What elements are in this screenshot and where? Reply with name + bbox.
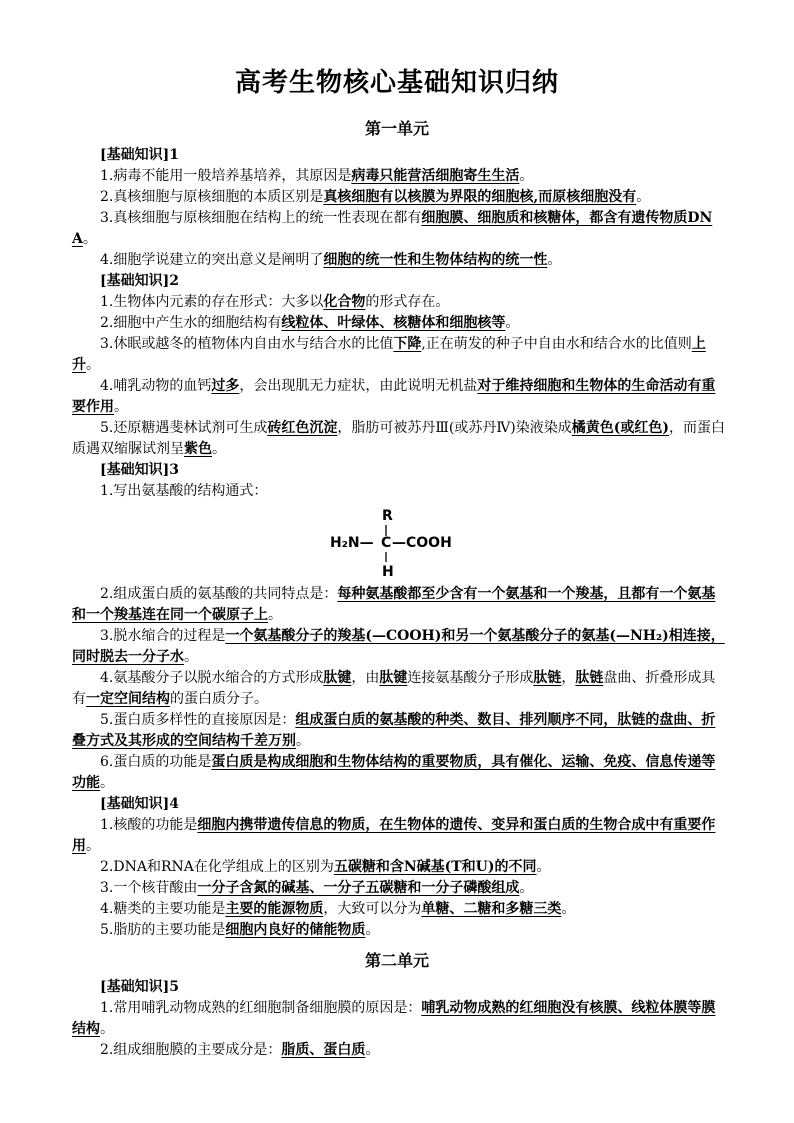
unit-heading-2: 第二单元 [364, 951, 429, 970]
amino-acid-structure-formula [320, 500, 480, 580]
answer: 橘黄色(或红色) [571, 420, 670, 436]
paragraph-3-6: 6.蛋白质的功能是蛋白质是构成细胞和生物体结构的重要物质，具有催化、运输、免疫、信息传递等功能。 [72, 754, 716, 791]
formula-r: R [382, 508, 393, 524]
document-title: 高考生物核心基础知识归纳 [234, 68, 559, 98]
paragraph-1-2: 2.真核细胞与原核细胞的本质区别是真核细胞有以核膜为界限的细胞核,而原核细胞没有。 [100, 189, 651, 205]
paragraph-5-2: 2.组成细胞膜的主要成分是：脂质、蛋白质。 [100, 1042, 380, 1058]
paragraph-3-2: 2.组成蛋白质的氨基酸的共同特点是：每种氨基酸都至少含有一个氨基和一个羧基，且都有一个氨基和一个羧基连在同一个碳原子上。 [72, 586, 716, 623]
section-label-5: [基础知识]5 [100, 979, 179, 995]
answer: 过多 [211, 378, 240, 394]
answer: 肽键 [379, 670, 408, 686]
answer: 肽链 [575, 670, 604, 686]
paragraph-3-1: 1.写出氨基酸的结构通式： [100, 483, 268, 499]
answer: 线粒体、叶绿体、核糖体和细胞核等 [281, 315, 506, 331]
answer: 下降 [393, 336, 422, 352]
answer: 每种氨基酸都至少含有一个氨基和一个羧基，且都有一个氨基和一个羧基连在同一个碳原子上 [72, 586, 716, 623]
answer: 砖红色沉淀 [267, 420, 338, 436]
paragraph-4-4: 4.糖类的主要功能是主要的能源物质，大致可以分为单糖、二糖和多糖三类。 [100, 901, 576, 917]
answer: 上升 [72, 336, 706, 373]
answer: 组成蛋白质的氨基酸的种类、数目、排列顺序不同，肽链的盘曲、折叠方式及其形成的空间结构千差万别 [72, 712, 716, 749]
answer: 细胞的统一性和生物体结构的统一性 [323, 252, 548, 268]
paragraph-4-1: 1.核酸的功能是细胞内携带遗传信息的物质，在生物体的遗传、变异和蛋白质的生物合成中有重要作用。 [72, 817, 716, 854]
paragraph-3-5: 5.蛋白质多样性的直接原因是：组成蛋白质的氨基酸的种类、数目、排列顺序不同，肽链的盘曲、折叠方式及其形成的空间结构千差万别。 [72, 712, 716, 749]
section-label-4: [基础知识]4 [100, 796, 179, 812]
paragraph-5-1: 1.常用哺乳动物成熟的红细胞制备细胞膜的原因是：哺乳动物成熟的红细胞没有核膜、线粒体膜等膜结构。 [72, 1000, 716, 1037]
answer: 真核细胞有以核膜为界限的细胞核,而原核细胞没有 [323, 189, 637, 205]
section-label-3: [基础知识]3 [100, 462, 179, 478]
formula-c: C [381, 535, 392, 551]
answer: 化合物 [323, 294, 366, 310]
answer: 紫色 [184, 441, 212, 457]
paragraph-1-3: 3.真核细胞与原核细胞在结构上的统一性表现在都有细胞膜、细胞质和核糖体，都含有遗传物质DNA。 [72, 210, 713, 247]
paragraph-4-3: 3.一个核苷酸由一分子含氮的碱基、一分子五碳糖和一分子磷酸组成。 [100, 880, 534, 896]
formula-h: H [382, 564, 394, 580]
answer: 蛋白质是构成细胞和生物体结构的重要物质，具有催化、运输、免疫、信息传递等功能 [72, 754, 716, 791]
paragraph-4-5: 5.脂肪的主要功能是细胞内良好的储能物质。 [100, 922, 380, 938]
answer: 一分子含氮的碱基、一分子五碳糖和一分子磷酸组成 [197, 880, 520, 896]
paragraph-2-4: 4.哺乳动物的血钙过多，会出现肌无力症状，由此说明无机盐对于维持细胞和生物体的生命活动有重要作用。 [72, 378, 716, 415]
answer: 单糖、二糖和多糖三类 [421, 901, 562, 917]
paragraph-1-1: 1.病毒不能用一般培养基培养，其原因是病毒只能营活细胞寄生生活。 [100, 168, 534, 184]
section-label-2: [基础知识]2 [100, 273, 179, 289]
answer: 五碳糖和含N碱基(T和U)的不同 [333, 859, 537, 875]
unit-heading-1: 第一单元 [364, 119, 429, 138]
paragraph-4-2: 2.DNA和RNA在化学组成上的区别为五碳糖和含N碱基(T和U)的不同。 [100, 859, 551, 875]
answer: 脂质、蛋白质 [281, 1042, 366, 1058]
answer: 细胞膜、细胞质和核糖体，都含有遗传物质DNA [72, 210, 713, 247]
paragraph-2-3: 3.休眠或越冬的植物体内自由水与结合水的比值下降,正在萌发的种子中自由水和结合水的比值则上升。 [72, 336, 706, 373]
answer: 哺乳动物成熟的红细胞没有核膜、线粒体膜等膜结构 [72, 1000, 716, 1037]
paragraph-1-4: 4.细胞学说建立的突出意义是阐明了细胞的统一性和生物体结构的统一性。 [100, 252, 562, 268]
answer: 对于维持细胞和生物体的生命活动有重要作用 [72, 378, 716, 415]
paragraph-2-5: 5.还原糖遇斐林试剂可生成砖红色沉淀，脂肪可被苏丹Ⅲ(或苏丹Ⅳ)染液染成橘黄色(或红色)，而蛋白质遇双缩脲试剂呈紫色。 [72, 420, 726, 457]
answer: 一定空间结构 [86, 691, 170, 707]
answer: 肽链 [533, 670, 562, 686]
paragraph-2-2: 2.细胞中产生水的细胞结构有线粒体、叶绿体、核糖体和细胞核等。 [100, 315, 520, 331]
answer: 病毒只能营活细胞寄生生活 [351, 168, 520, 184]
answer: 细胞内携带遗传信息的物质，在生物体的遗传、变异和蛋白质的生物合成中有重要作用 [72, 817, 716, 854]
answer: 主要的能源物质 [225, 901, 324, 917]
section-label-1: [基础知识]1 [100, 147, 179, 163]
answer: 一个氨基酸分子的羧基(—COOH)和另一个氨基酸分子的氨基(—NH₂)相连接，同时脱去一分子水 [72, 628, 725, 665]
formula-cooh: —COOH [392, 535, 452, 551]
paragraph-2-1: 1.生物体内元素的存在形式：大多以化合物的形式存在。 [100, 294, 450, 310]
answer: 细胞内良好的储能物质 [225, 922, 366, 938]
answer: 肽键 [323, 670, 352, 686]
paragraph-3-3: 3.脱水缩合的过程是一个氨基酸分子的羧基(—COOH)和另一个氨基酸分子的氨基(—NH₂)相连接，同时脱去一分子水。 [72, 628, 725, 665]
formula-h2n: H₂N— [330, 535, 374, 551]
paragraph-3-4: 4.氨基酸分子以脱水缩合的方式形成肽键，由肽键连接氨基酸分子形成肽链，肽链盘曲、折叠形成具有一定空间结构的蛋白质分子。 [72, 670, 716, 707]
